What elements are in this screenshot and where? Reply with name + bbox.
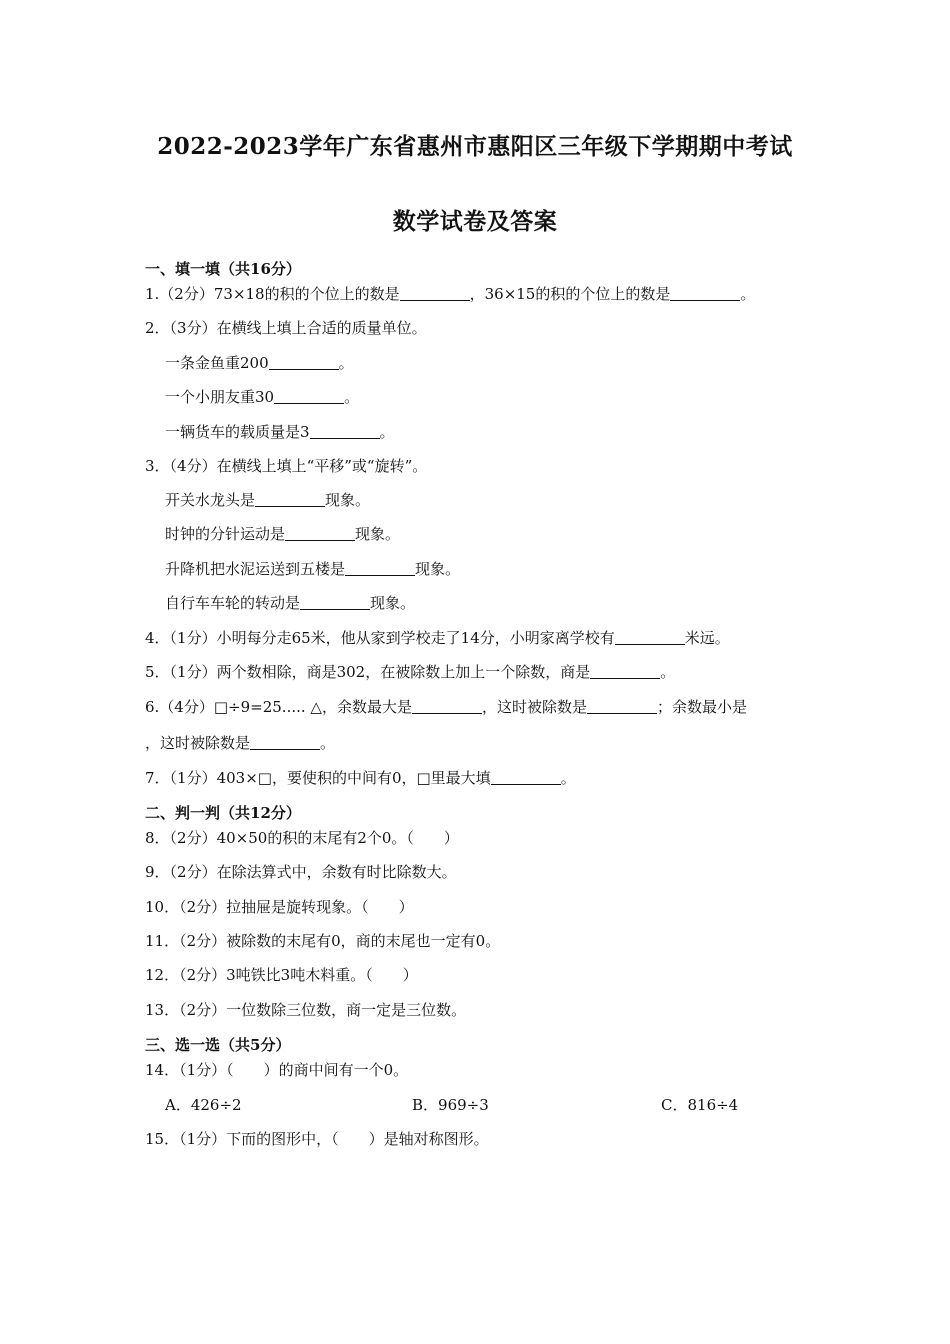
q2-item-1 (165, 353, 845, 373)
section-heading-3: 三、选一选（共5分） (145, 1036, 291, 1054)
question-15: 15．（1分）下而的图形中，（ ）是轴对称图形。 (145, 1130, 489, 1148)
q3-item-4-end: 现象。 (370, 594, 416, 612)
q14-option-a: A．426÷2 (165, 1096, 242, 1114)
q3-item-1-text: 开关水龙头是 (165, 491, 256, 509)
q2-blank-2 (274, 389, 344, 404)
question-4 (145, 628, 825, 648)
q2-blank-1 (269, 355, 339, 370)
question-12: 12．（2分）3吨铁比3吨木料重。（ ） (145, 966, 418, 984)
q3-item-3 (165, 559, 845, 579)
q3-item-4 (165, 593, 845, 613)
q7-blank (491, 770, 561, 785)
q3-item-2 (165, 524, 845, 544)
q14-option-c: C．816÷4 (661, 1096, 739, 1114)
q2-item-2 (165, 387, 845, 407)
q6-text-b: ，这时被除数是 (481, 698, 587, 716)
q2-item-3-end: 。 (379, 423, 395, 441)
question-9: 9．（2分）在除法算式中，余数有时比除数大。 (145, 863, 457, 881)
q3-item-3-text: 升降机把水泥运送到五楼是 (165, 560, 346, 578)
q4-blank (615, 630, 685, 645)
q14-option-b: B．969÷3 (412, 1096, 489, 1114)
q3-blank-4 (300, 595, 370, 610)
q7-text: 7．（1分）403×□，要使积的中间有0，□里最大填 (145, 769, 491, 787)
question-2-stem: 2．（3分）在横线上填上合适的质量单位。 (145, 319, 427, 337)
q1-blank-2 (670, 286, 740, 301)
doc-title-line2: 数学试卷及答案 (392, 208, 558, 235)
q1-blank-1 (400, 286, 470, 301)
q3-blank-2 (285, 526, 355, 541)
section-heading-1: 一、填一填（共16分） (145, 260, 301, 278)
q3-blank-1 (255, 492, 325, 507)
q3-item-1 (165, 490, 845, 510)
question-11: 11．（2分）被除数的末尾有0，商的末尾也一定有0。 (145, 932, 501, 950)
q3-item-2-end: 现象。 (355, 525, 401, 543)
q6-blank-3 (250, 735, 320, 750)
q1-text-c: 。 (740, 285, 756, 303)
question-6-line2 (145, 733, 825, 753)
q4-end: 米远。 (684, 629, 730, 647)
q2-blank-3 (310, 424, 380, 439)
q3-item-3-end: 现象。 (415, 560, 461, 578)
q1-text-a: 1.（2分）73×18的积的个位上的数是 (145, 285, 400, 303)
doc-title-line1: 2022-2023学年广东省惠州市惠阳区三年级下学期期中考试 (157, 133, 793, 160)
question-1 (145, 284, 825, 304)
question-14-stem: 14．（1分）（ ）的商中间有一个0。 (145, 1061, 409, 1079)
question-5 (145, 662, 825, 682)
q2-item-2-end: 。 (344, 388, 360, 406)
q5-end: 。 (660, 663, 676, 681)
question-7 (145, 768, 825, 788)
q5-text: 5．（1分）两个数相除，商是302，在被除数上加上一个除数，商是 (145, 663, 591, 681)
q5-blank (590, 664, 660, 679)
section-heading-2: 二、判一判（共12分） (145, 804, 301, 822)
question-3-stem: 3．（4分）在横线上填上“平移”或“旋转”。 (145, 457, 428, 475)
q2-item-3 (165, 422, 845, 442)
question-8: 8．（2分）40×50的积的末尾有2个0。（ ） (145, 829, 459, 847)
q2-item-3-text: 一辆货车的载质量是3 (165, 423, 310, 441)
q6-text-c: ；余数最小是 (656, 698, 747, 716)
q1-text-b: ，36×15的积的个位上的数是 (469, 285, 671, 303)
q2-item-2-text: 一个小朋友重30 (165, 388, 275, 406)
q3-item-2-text: 时钟的分针运动是 (165, 525, 286, 543)
q6-text-d: ，这时被除数是 (145, 734, 251, 752)
q4-text: 4．（1分）小明每分走65米，他从家到学校走了14分，小明家离学校有 (145, 629, 615, 647)
q6-text-e: 。 (320, 734, 336, 752)
question-6-line1 (145, 697, 825, 717)
q2-item-1-text: 一条金鱼重200 (165, 354, 269, 372)
q3-item-4-text: 自行车车轮的转动是 (165, 594, 301, 612)
q3-blank-3 (345, 561, 415, 576)
q6-text-a: 6.（4分）□÷9=25..... △，余数最大是 (145, 698, 412, 716)
question-13: 13．（2分）一位数除三位数，商一定是三位数。 (145, 1001, 467, 1019)
q6-blank-1 (412, 699, 482, 714)
q6-blank-2 (587, 699, 657, 714)
question-10: 10．（2分）拉抽屉是旋转现象。（ ） (145, 898, 414, 916)
q2-item-1-end: 。 (338, 354, 354, 372)
q3-item-1-end: 现象。 (325, 491, 371, 509)
q7-end: 。 (560, 769, 576, 787)
